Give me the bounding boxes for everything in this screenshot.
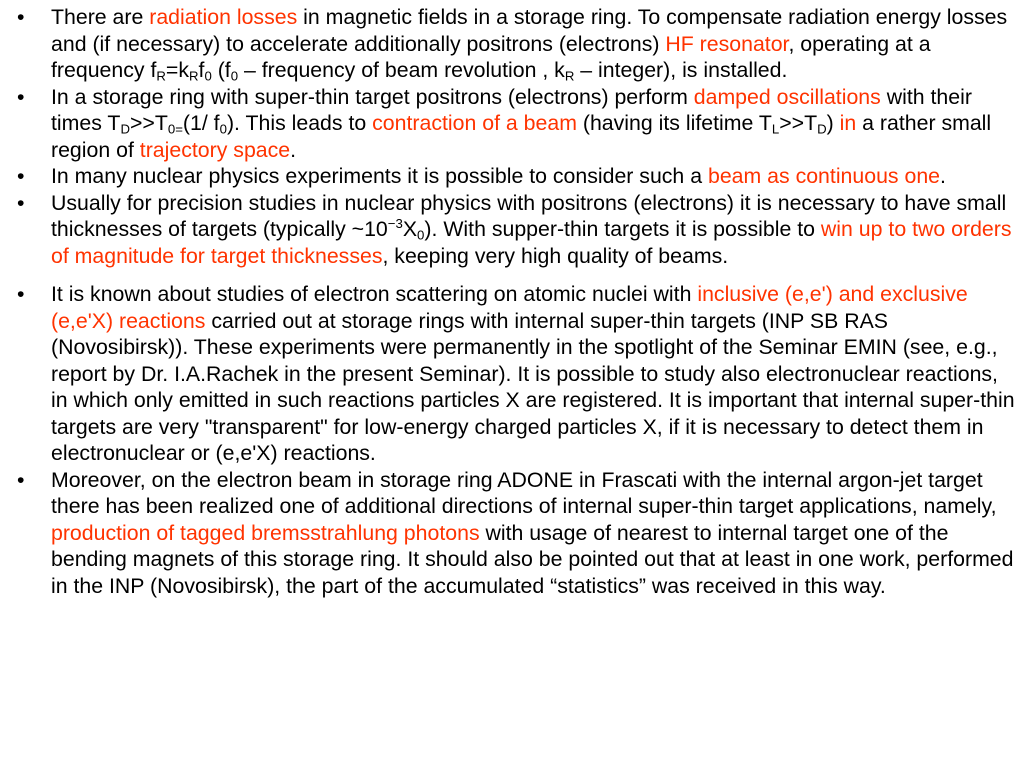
bullet-icon: • [17, 190, 25, 215]
highlight-text: trajectory space [139, 137, 291, 162]
highlight-text: inclusive (e,e') and exclusive (e,e'X) reactions [51, 282, 968, 333]
bullet-icon: • [17, 5, 25, 29]
subscript: L [771, 121, 780, 137]
highlight-text: HF resonator [665, 31, 789, 56]
highlight-text: in [839, 111, 857, 135]
bullet-item [0, 190, 1016, 270]
subscript: R [156, 68, 166, 84]
text: , keeping very high quality of beams. [382, 243, 729, 268]
text: f [198, 58, 205, 82]
highlight-text: radiation losses [149, 5, 298, 29]
subscript: R [564, 68, 575, 84]
text: – frequency of beam revolution , k [238, 58, 565, 82]
text: (1/ f [182, 111, 220, 135]
text: . [290, 137, 297, 162]
text: =k [165, 58, 189, 82]
text: X [402, 217, 418, 241]
bullet-item [0, 4, 1016, 84]
text: with their times T [51, 84, 972, 135]
text: in magnetic fields in a storage ring. To compensate radiation energy losses and (if necessary) to accelerate additionally positrons (electrons) [51, 5, 1008, 56]
text: (f [211, 58, 231, 82]
subscript: 0 [167, 121, 176, 137]
text: ). With supper-thin targets it is possible to [424, 217, 821, 241]
text: , operating at a frequency f [51, 31, 931, 82]
text: >>T [129, 111, 168, 135]
bullet-icon: • [17, 282, 25, 306]
text: carried out at storage rings with internal super-thin targets (INP SB RAS (Novosibirsk)). These experiments were permanently in the spotlight of the Seminar EMIN (see, e.g., report by Dr. I.A.Rachek in the present Seminar). It is possible to study also electronuclear reactions, in which only emitted in such reactions particles X are registered. It is important that internal super-thin targets are very "transparent" for low-energy charged particles X, if it is necessary to detect them in electronuclear or (e,e'X) reactions. [51, 308, 1015, 465]
bullet-list [0, 4, 1016, 599]
bullet-icon: • [17, 84, 25, 109]
subscript: 0 [219, 121, 227, 137]
highlight-text: beam as continuous one [707, 164, 941, 188]
text: . [940, 164, 946, 188]
text: (having its lifetime T [576, 111, 772, 135]
subscript: 0 [417, 227, 425, 243]
bullet-item [0, 467, 1016, 600]
bullet-icon: • [17, 164, 25, 188]
text: – integer), is installed. [574, 58, 788, 82]
text: >>T [779, 111, 818, 135]
highlight-text: contraction of a beam [372, 111, 577, 135]
text: with usage of nearest to internal target one of the bending magnets of this storage ring. It should also be pointed out that at least in one work, performed in the INP (Novosibirsk), the part of the accumulated “statistics” was received in this way. [51, 520, 1014, 598]
text: In a storage ring with super-thin target positrons (electrons) perform [51, 84, 694, 109]
subscript: 0 [230, 68, 239, 84]
subscript: D [817, 121, 827, 137]
highlight-text: production of tagged bremsstrahlung photons [51, 520, 480, 545]
text: ) [826, 111, 840, 135]
highlight-text: damped oscillations [693, 84, 881, 109]
text: In many nuclear physics experiments it is possible to consider such a [51, 164, 708, 188]
bullet-item [0, 163, 1016, 190]
text: It is known about studies of electron scattering on atomic nuclei with [51, 282, 698, 306]
superscript: −3 [387, 216, 403, 232]
bullet-icon: • [17, 467, 25, 492]
subscript: R [189, 68, 199, 84]
highlight-text: win up to two orders of magnitude for target thicknesses [51, 217, 1012, 268]
text: Usually for precision studies in nuclear physics with positrons (electrons) it is necessary to have small thicknesses of targets (typically ~10 [51, 190, 1007, 241]
subscript: 0 [204, 68, 212, 84]
subscript: D [120, 121, 130, 137]
bullet-item [0, 84, 1016, 164]
text: ). This leads to [226, 111, 373, 135]
subscript: = [175, 121, 183, 137]
text: There are [51, 5, 150, 29]
text: a rather small region of [51, 111, 992, 162]
text: Moreover, on the electron beam in storage ring ADONE in Frascati with the internal argon-jet target there has been realized one of additional directions of internal super-thin target applications, namely, [51, 467, 997, 518]
bullet-item [0, 281, 1016, 467]
